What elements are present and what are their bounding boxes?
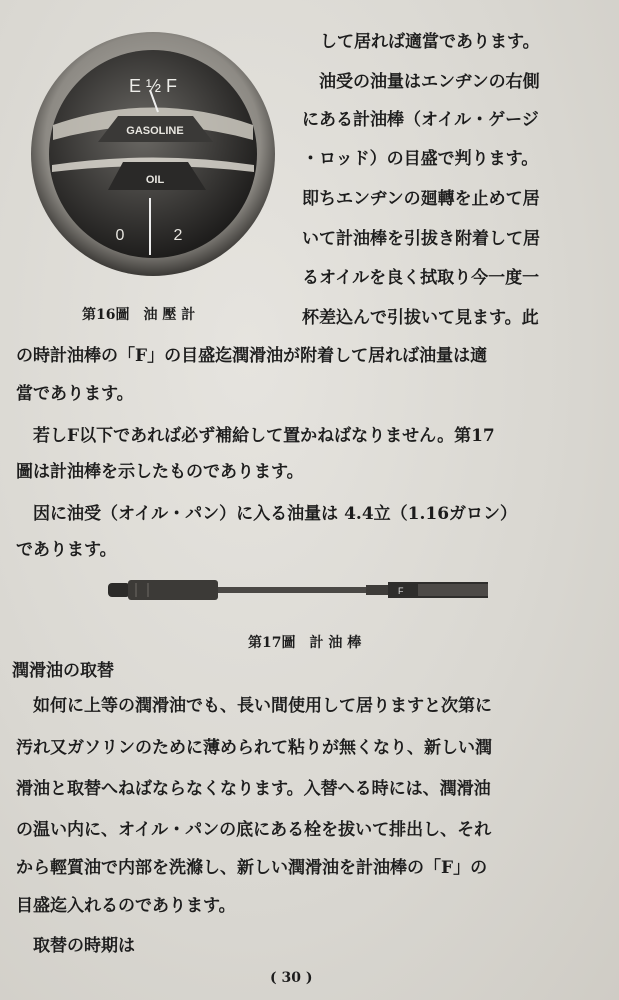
dipstick-handle-cap: [108, 583, 130, 597]
gasoline-label: GASOLINE: [126, 125, 184, 137]
figure-16-caption: 第16圖 油 壓 計: [82, 307, 196, 323]
oil-label: OIL: [145, 174, 165, 186]
text-line: 圖は計油棒を示したものであります。: [16, 462, 304, 482]
oil-scale-high: 2: [173, 227, 183, 244]
text-line: いて計油棒を引拔き附着して居: [302, 229, 540, 249]
text-line: して居れば適當であります。: [320, 32, 540, 52]
text-line: 滑油と取替へねばならなくなります。入替へる時には、潤滑油: [16, 779, 491, 799]
text-line: の温い内に、オイル・パンの底にある栓を拔いて排出し、それ: [16, 820, 492, 840]
section-heading: 潤滑油の取替: [12, 661, 114, 681]
text-line: であります。: [16, 540, 117, 560]
text-line: 杯差込んで引拔いて見ます。此: [302, 308, 539, 328]
text-line: の時計油棒の「F」の目盛迄潤滑油が附着して居れば油量は適: [16, 346, 488, 366]
text-line: 油受の油量はエンヂンの右側: [302, 72, 540, 92]
text-line: ・ロッド）の目盛で判ります。: [302, 149, 539, 169]
dipstick-f-mark: F: [398, 586, 404, 596]
text-line: 當であります。: [16, 384, 134, 404]
page-number: ( 30 ): [270, 970, 313, 986]
text-line: 目盛迄入れるのであります。: [16, 896, 236, 916]
text-line: るオイルを良く拭取り今一度一: [302, 268, 540, 288]
dipstick-rod: [218, 587, 368, 593]
dipstick-handle: [128, 580, 218, 600]
oil-scale-low: 0: [115, 227, 125, 244]
text-line: 取替の時期は: [16, 936, 135, 956]
text-line: 如何に上等の潤滑油でも、長い間使用して居りますと次第に: [16, 696, 492, 716]
fuel-scale-label: E ½ F: [128, 76, 178, 96]
figure-17-caption: 第17圖 計 油 棒: [248, 635, 362, 651]
text-line: 因に油受（オイル・パン）に入る油量は 4.4立（1.16ガロン）: [16, 504, 518, 524]
text-line: 汚れ又ガソリンのために薄められて粘りが無くなり、新しい潤: [16, 738, 492, 758]
text-line: にある計油棒（オイル・ゲージ: [302, 110, 539, 130]
dipstick-figure: [108, 574, 493, 610]
text-line: から輕質油で内部を洗滌し、新しい潤滑油を計油棒の「F」の: [16, 858, 488, 878]
oil-pressure-gauge-figure: [28, 30, 278, 280]
text-line: 若しF以下であれば必ず補給して置かねばなりません。第17: [16, 426, 495, 446]
text-line: 即ちエンヂンの廻轉を止めて居: [302, 189, 540, 209]
